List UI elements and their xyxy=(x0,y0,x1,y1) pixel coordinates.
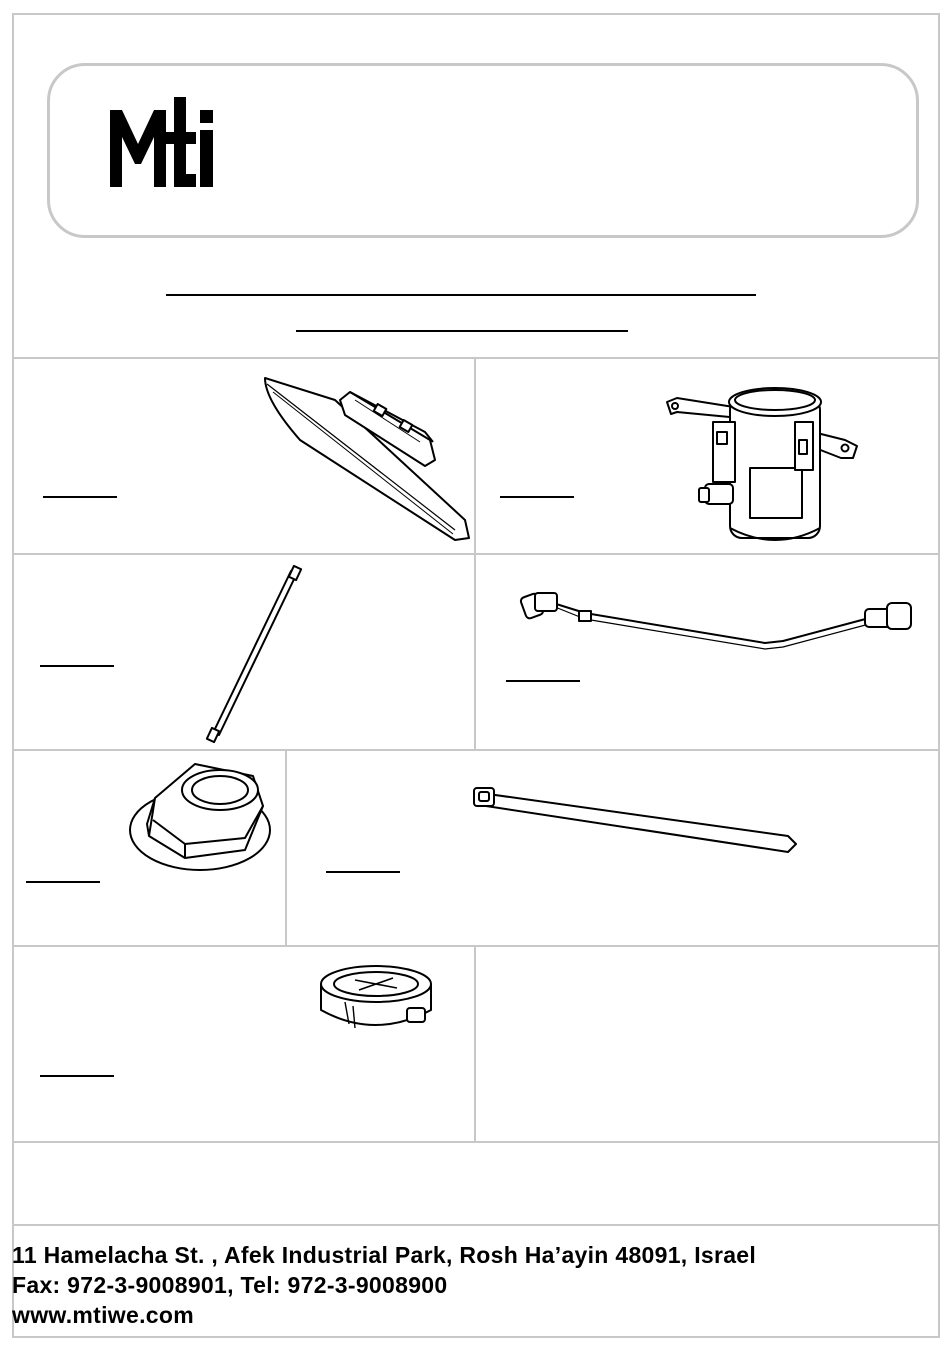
wire-harness-icon xyxy=(515,585,920,660)
grid-divider xyxy=(285,749,287,945)
part-number-blank xyxy=(43,496,117,498)
footer-phone-fax: Fax: 972-3-9008901, Tel: 972-3-9008900 xyxy=(12,1272,448,1298)
grid-divider xyxy=(474,945,476,1141)
footer-website-link[interactable]: www.mtiwe.com xyxy=(12,1302,194,1328)
mti-logo xyxy=(108,92,218,187)
part-number-blank xyxy=(326,871,400,873)
title-line-1 xyxy=(166,294,756,296)
part-number-blank xyxy=(506,680,580,682)
cable-tie-icon xyxy=(470,782,805,857)
threaded-rod-icon xyxy=(205,563,305,748)
grid-divider xyxy=(12,553,940,555)
footer-contact-block xyxy=(12,1240,932,1330)
part-number-blank xyxy=(26,881,100,883)
antenna-base-dome-icon xyxy=(255,370,475,550)
flange-nut-icon xyxy=(125,758,275,878)
part-number-blank xyxy=(40,1075,114,1077)
grid-divider xyxy=(12,1224,940,1226)
grid-divider xyxy=(12,357,940,359)
part-number-blank xyxy=(500,496,574,498)
footer-address: 11 Hamelacha St. , Afek Industrial Park, Rosh Ha’ayin 48091, Israel xyxy=(12,1242,757,1268)
part-number-blank xyxy=(40,665,114,667)
grid-divider xyxy=(12,1141,940,1143)
grid-divider xyxy=(12,945,940,947)
relay-canister-icon xyxy=(665,380,865,550)
grid-divider xyxy=(12,749,940,751)
title-line-2 xyxy=(296,330,628,332)
grommet-icon xyxy=(315,962,440,1037)
